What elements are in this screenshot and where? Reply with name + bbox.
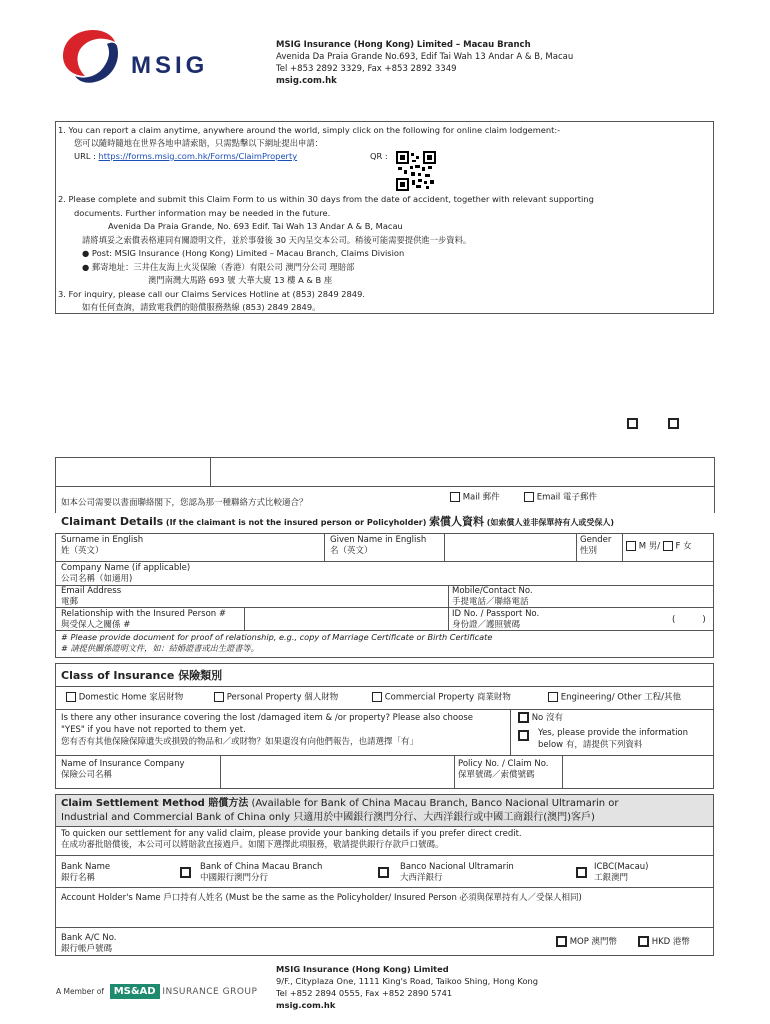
- footer-contact: Tel +852 2894 0555, Fax +852 2890 5741: [276, 988, 453, 998]
- footer-company: MSIG Insurance (Hong Kong) Limited: [276, 964, 449, 974]
- bank-of-china-checkbox[interactable]: [180, 867, 191, 878]
- engineering-other-label: Engineering/ Other 工程/其他: [560, 692, 681, 703]
- mail-checkbox[interactable]: [450, 492, 460, 502]
- gender-label-zh: 性別: [580, 546, 598, 557]
- bank-of-china-label: Bank of China Macau Branch: [200, 862, 323, 872]
- mobile-label: Mobile/Contact No.: [452, 586, 533, 596]
- relationship-note-zh: # 請提供關係證明文件，如：結婚證書或出生證書等。: [61, 642, 259, 653]
- mop-checkbox[interactable]: [556, 936, 567, 947]
- relationship-label: Relationship with the Insured Person #: [61, 609, 226, 619]
- email-option-label: Email 電子郵件: [536, 492, 597, 503]
- domestic-home-label: Domestic Home 家居財物: [78, 692, 184, 703]
- settlement-title-b: Industrial and Commercial Bank of China only 只適用於中國銀行澳門分行、大西洋銀行或中國工商銀行(澳門)客戶): [61, 812, 595, 823]
- mail-option-label: Mail 郵件: [462, 492, 500, 503]
- notice-item2-address: Avenida Da Praia Grande, No. 693 Edif. Tai Wah 13 Andar A & B, Macau: [108, 221, 403, 231]
- other-insurance-question-zh: 您有否有其他保險保障遺失或損毀的物品和／或財物？如果還沒有向他們報告，也請選擇「有」: [61, 737, 419, 747]
- ms-ad-group-logo: [56, 984, 257, 999]
- male-label: M 男/: [638, 541, 661, 552]
- settlement-intro-zh: 在成功審批賠償後，本公司可以將賠款直接過戶。如閣下選擇此項服務，敬請提供銀行存款戶口號碼。: [61, 840, 444, 851]
- notice-bullet-post: Post: MSIG Insurance (Hong Kong) Limited – Macau Branch, Claims Division: [91, 248, 405, 258]
- notice-item3-en: 3. For inquiry, please call our Claims Services Hotline at (853) 2849 2849.: [58, 288, 366, 299]
- msad-badge: MS&AD: [110, 984, 160, 999]
- other-insurance-yes-label: Yes, please provide the information: [538, 728, 689, 738]
- email-checkbox[interactable]: [524, 492, 534, 502]
- email-address-label-zh: 電郵: [61, 597, 79, 608]
- personal-property-checkbox[interactable]: [214, 692, 224, 702]
- claimant-title-zh: 索償人資料: [429, 515, 485, 528]
- class-of-insurance-title: Class of Insurance 保險類別: [61, 669, 223, 682]
- msig-logo-mark-icon: [55, 26, 125, 86]
- female-label: F 女: [675, 541, 692, 552]
- checkbox[interactable]: [627, 418, 638, 429]
- personal-property-label: Personal Property 個人財物: [226, 692, 339, 703]
- footer-website: msig.com.hk: [276, 1000, 336, 1010]
- account-holder-label: Account Holder's Name 戶口持有人姓名 (Must be the same as the Policyholder/ Insured Person 必須與保單持有人／受保人相同): [61, 893, 582, 903]
- id-number-label-zh: 身份證／護照號碼: [452, 620, 521, 631]
- email-address-label: Email Address: [61, 586, 122, 596]
- qr-label: QR :: [370, 151, 388, 161]
- surname-label-zh: 姓（英文）: [61, 546, 104, 557]
- given-name-label: Given Name in English: [330, 535, 427, 545]
- icbc-label: ICBC(Macau): [594, 862, 649, 872]
- notice-item2-en-b: documents. Further information may be needed in the future.: [74, 207, 331, 218]
- insurance-company-label: Name of Insurance Company: [61, 759, 185, 769]
- settlement-title-rest: (Available for Bank of China Macau Branch, Banco Nacional Ultramarin or: [248, 798, 619, 809]
- bank-account-label: Bank A/C No.: [61, 933, 117, 943]
- engineering-other-checkbox[interactable]: [548, 692, 558, 702]
- bullet-icon: ●: [82, 248, 92, 258]
- other-insurance-yes-checkbox[interactable]: [518, 730, 529, 741]
- mop-label: MOP 澳門幣: [569, 937, 618, 947]
- bank-name-label-zh: 銀行名稱: [61, 873, 96, 884]
- insurance-group-text: INSURANCE GROUP: [162, 987, 258, 997]
- claimant-title-zh-note: (如索償人並非保單持有人或受保人): [486, 518, 615, 527]
- url-label: URL :: [74, 151, 96, 161]
- msig-logo: [55, 26, 215, 86]
- domestic-home-checkbox[interactable]: [66, 692, 76, 702]
- header-contact: Tel +853 2892 3329, Fax +853 2892 3349: [276, 64, 457, 74]
- claimant-title: Claimant Details: [61, 515, 164, 528]
- notice-bullet-post-zh: 郵寄地址：三井住友海上火災保險（香港）有限公司 澳門分公司 理賠部: [91, 261, 355, 272]
- bullet-icon: ●: [82, 261, 92, 272]
- contact-pref-question: 如本公司需要以書面聯絡閣下，您認為那一種聯絡方式比較適合？: [61, 498, 308, 508]
- surname-label: Surname in English: [61, 535, 144, 545]
- checkbox[interactable]: [668, 418, 679, 429]
- mobile-label-zh: 手提電話／聯絡電話: [452, 597, 529, 608]
- other-insurance-no-label: No 沒有: [531, 713, 563, 723]
- hkd-label: HKD 港幣: [651, 937, 690, 947]
- bnu-label-zh: 大西洋銀行: [400, 873, 443, 884]
- relationship-label-zh: 與受保人之關係 #: [61, 620, 131, 631]
- relationship-note: # Please provide document for proof of relationship, e.g., copy of Marriage Certificate or Birth Certificate: [61, 632, 493, 642]
- notice-item2-en-a: 2. Please complete and submit this Claim Form to us within 30 days from the date of accident, together with relevant supporting: [58, 194, 594, 204]
- company-name-label-zh: 公司名稱（如適用): [61, 574, 133, 585]
- settlement-intro: To quicken our settlement for any valid claim, please provide your banking details if you prefer direct credit.: [61, 829, 522, 839]
- commercial-property-label: Commercial Property 商業財物: [384, 692, 511, 703]
- commercial-property-checkbox[interactable]: [372, 692, 382, 702]
- male-checkbox[interactable]: [626, 541, 636, 551]
- id-number-label: ID No. / Passport No.: [452, 609, 540, 619]
- given-name-label-zh: 名（英文）: [330, 546, 373, 557]
- insurance-company-label-zh: 保險公司名稱: [61, 770, 113, 781]
- header-address: Avenida Da Praia Grande No.693, Edif Tai Wah 13 Andar A & B, Macau: [276, 52, 574, 62]
- notice-item3-zh: 如有任何查詢，請致電我們的賠償服務熱線 (853) 2849 2849。: [82, 302, 321, 312]
- logo-text: MSIG: [131, 52, 209, 79]
- bnu-checkbox[interactable]: [378, 867, 389, 878]
- claimant-title-note: (If the claimant is not the insured person or Policyholder): [165, 518, 427, 527]
- notice-bullet-address-zh: 澳門南灣大馬路 693 號 大華大廈 13 樓 A & B 座: [148, 275, 333, 285]
- other-insurance-yes-label-b: below 有，請提供下列資料: [538, 740, 643, 750]
- company-name-label: Company Name (if applicable): [61, 563, 191, 573]
- notice-item1-en: 1. You can report a claim anytime, anywhere around the world, simply click on the following for online claim lodgement:-: [58, 125, 561, 135]
- footer-address: 9/F., Cityplaza One, 1111 King's Road, Taikoo Shing, Hong Kong: [276, 976, 539, 986]
- id-check-digit-brackets: ( ): [672, 615, 706, 625]
- policy-claim-no-label: Policy No. / Claim No.: [458, 759, 549, 769]
- notice-item1-zh: 您可以隨時隨地在世界各地申請索賠，只需點擊以下網址提出申請：: [74, 138, 323, 148]
- other-insurance-no-checkbox[interactable]: [518, 712, 529, 723]
- bank-name-label: Bank Name: [61, 862, 111, 872]
- hkd-checkbox[interactable]: [638, 936, 649, 947]
- settlement-title: Claim Settlement Method 賠償方法: [61, 798, 249, 809]
- header-company: MSIG Insurance (Hong Kong) Limited – Macau Branch: [276, 40, 531, 50]
- policy-claim-no-label-zh: 保單號碼／索償號碼: [458, 770, 535, 781]
- bank-of-china-label-zh: 中國銀行澳門分行: [200, 873, 269, 884]
- bnu-label: Banco Nacional Ultramarin: [400, 862, 514, 872]
- gender-label: Gender: [580, 535, 612, 545]
- header-website: msig.com.hk: [276, 76, 337, 86]
- qr-code-icon[interactable]: [396, 151, 436, 191]
- claim-form-link[interactable]: https://forms.msig.com.hk/Forms/ClaimProperty: [98, 151, 298, 161]
- notice-item2-zh: 請將填妥之索償表格連同有關證明文件，並於事發後 30 天內呈交本公司。稍後可能需要提供進一步資料。: [82, 234, 472, 245]
- member-of-text: A Member of: [56, 987, 104, 996]
- other-insurance-question-b: "YES" if you have not reported to them yet.: [61, 725, 246, 735]
- other-insurance-question: Is there any other insurance covering the lost /damaged item & /or property? Please also choose: [61, 713, 473, 723]
- icbc-label-zh: 工銀澳門: [594, 873, 629, 884]
- female-checkbox[interactable]: [663, 541, 673, 551]
- bank-account-label-zh: 銀行帳戶號碼: [61, 944, 113, 955]
- icbc-checkbox[interactable]: [576, 867, 587, 878]
